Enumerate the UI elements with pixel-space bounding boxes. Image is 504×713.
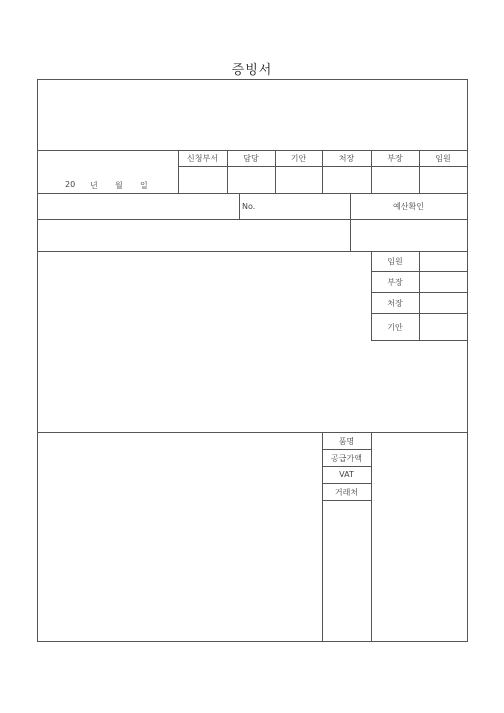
field-vendor: 거래처	[334, 488, 359, 497]
side-approval-dept-head: 부장	[387, 278, 403, 287]
document-title: 증빙서	[231, 63, 273, 78]
approval-col-drafter: 기안	[290, 154, 307, 163]
approval-col-manager: 담당	[243, 154, 259, 163]
date-year-label: 년	[90, 181, 98, 190]
side-approval-director: 처장	[387, 299, 403, 308]
document-number-label: No.	[242, 202, 256, 211]
approval-col-director: 처장	[338, 154, 355, 163]
approval-col-dept-head: 부장	[387, 154, 403, 163]
date-day-label: 일	[140, 181, 148, 190]
approval-col-applicant-dept: 신청부서	[187, 154, 218, 163]
field-item-name: 품명	[338, 437, 355, 446]
side-approval-drafter: 기안	[387, 323, 403, 332]
date-year-prefix: 20	[65, 180, 76, 189]
approval-col-executive: 임원	[435, 154, 451, 163]
side-approval-executive: 임원	[387, 257, 403, 266]
budget-check-label: 예산확인	[393, 202, 424, 211]
date-month-label: 월	[115, 181, 123, 190]
field-supply-amount: 공급가액	[331, 454, 362, 463]
field-vat: VAT	[339, 470, 354, 479]
